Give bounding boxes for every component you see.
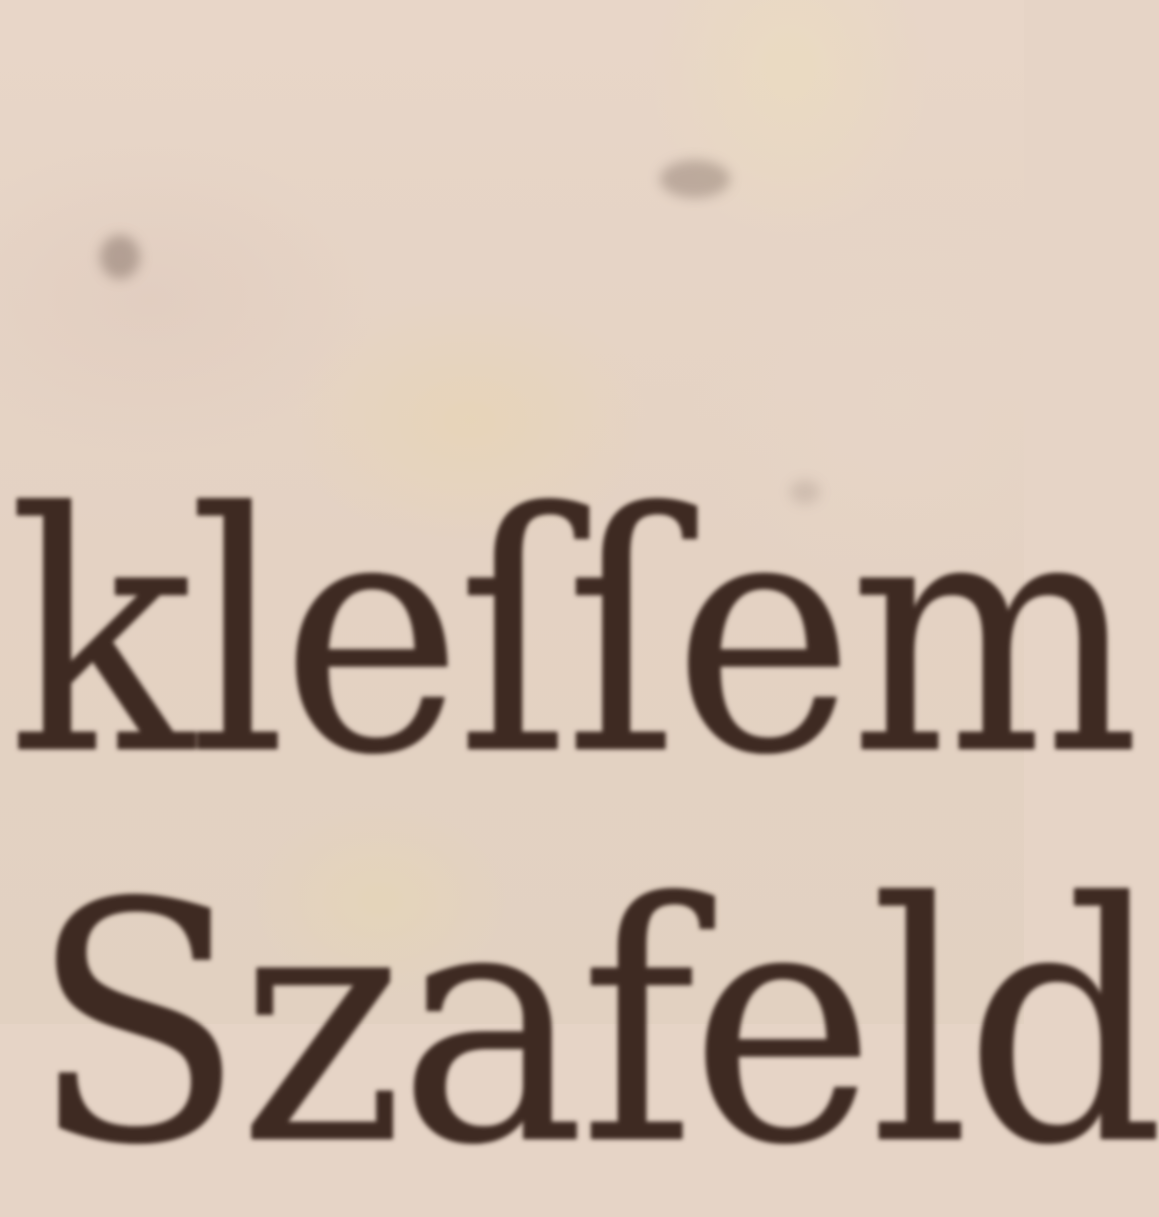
ink-speck xyxy=(660,160,730,198)
text-line-1: kleſſem xyxy=(8,443,1135,827)
text-line-2: Szafeld xyxy=(30,833,1159,1217)
ink-speck xyxy=(100,235,140,279)
